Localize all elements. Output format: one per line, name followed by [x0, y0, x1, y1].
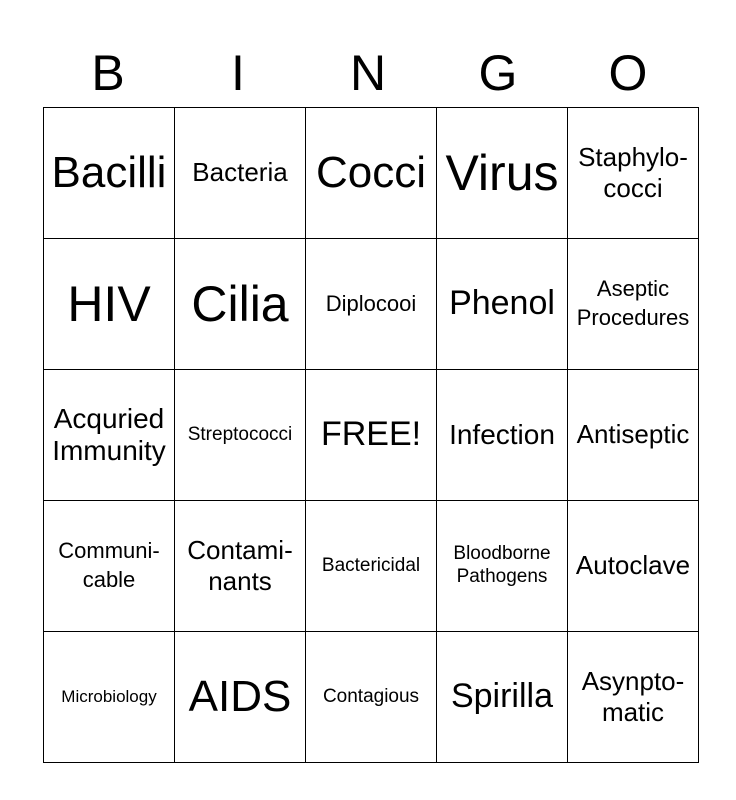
bingo-cell[interactable] — [568, 108, 699, 239]
bingo-cell[interactable] — [568, 239, 699, 370]
cell-text: Communi- cable — [58, 538, 160, 592]
bingo-header — [43, 40, 693, 106]
cell-text: Streptococci — [187, 423, 293, 445]
board-row — [44, 370, 699, 501]
cell-text: Aseptic Procedures — [576, 276, 690, 330]
header-letter-g: G — [478, 45, 518, 101]
cell-text: Cilia — [191, 275, 289, 332]
cell-text: Contagious — [322, 685, 420, 707]
cell-text: Phenol — [449, 284, 555, 323]
bingo-cell[interactable] — [44, 239, 175, 370]
cell-text: Cocci — [315, 147, 427, 197]
bingo-cell[interactable] — [306, 501, 437, 632]
bingo-cell[interactable] — [175, 370, 306, 501]
cell-text: Virus — [445, 144, 559, 201]
cell-text: Bacilli — [51, 147, 167, 197]
cell-text: Infection — [449, 418, 555, 450]
cell-text: Bacteria — [192, 157, 288, 188]
bingo-cell[interactable] — [175, 632, 306, 763]
header-letter-b: B — [91, 45, 125, 101]
bingo-cell[interactable] — [568, 370, 699, 501]
bingo-cell[interactable] — [175, 239, 306, 370]
cell-text: Spirilla — [450, 677, 554, 716]
bingo-board — [43, 107, 699, 763]
bingo-cell[interactable] — [437, 239, 568, 370]
free-space-text: FREE! — [320, 415, 422, 454]
bingo-cell[interactable] — [306, 108, 437, 239]
bingo-cell[interactable] — [568, 632, 699, 763]
bingo-cell[interactable] — [306, 632, 437, 763]
bingo-cell[interactable] — [568, 501, 699, 632]
cell-text: Microbiology — [61, 686, 157, 706]
bingo-cell[interactable] — [437, 108, 568, 239]
bingo-cell[interactable] — [44, 108, 175, 239]
board-row — [44, 108, 699, 239]
header-letter-o: O — [608, 45, 648, 101]
cell-text: AIDS — [188, 671, 292, 721]
free-space-cell[interactable] — [306, 370, 437, 501]
cell-text: Contami- nants — [187, 534, 293, 596]
bingo-cell[interactable] — [175, 108, 306, 239]
cell-text: HIV — [67, 275, 151, 332]
header-letter-i: I — [231, 45, 245, 101]
cell-text: Bactericidal — [321, 554, 421, 576]
bingo-cell[interactable] — [437, 370, 568, 501]
bingo-cell[interactable] — [44, 370, 175, 501]
board-row — [44, 501, 699, 632]
bingo-cell[interactable] — [306, 239, 437, 370]
cell-text: Staphylo- cocci — [578, 141, 688, 203]
cell-text: Bloodborne Pathogens — [453, 543, 551, 587]
cell-text: Antiseptic — [576, 419, 690, 450]
bingo-cell[interactable] — [437, 501, 568, 632]
cell-text: Acquried Immunity — [52, 402, 166, 466]
header-letter-n: N — [349, 45, 387, 101]
bingo-cell[interactable] — [44, 501, 175, 632]
cell-text: Diplocooi — [325, 290, 417, 316]
bingo-cell[interactable] — [44, 632, 175, 763]
board-row — [44, 632, 699, 763]
cell-text: Asynpto- matic — [581, 665, 685, 727]
cell-text: Autoclave — [575, 550, 691, 581]
bingo-cell[interactable] — [437, 632, 568, 763]
board-row — [44, 239, 699, 370]
bingo-cell[interactable] — [175, 501, 306, 632]
